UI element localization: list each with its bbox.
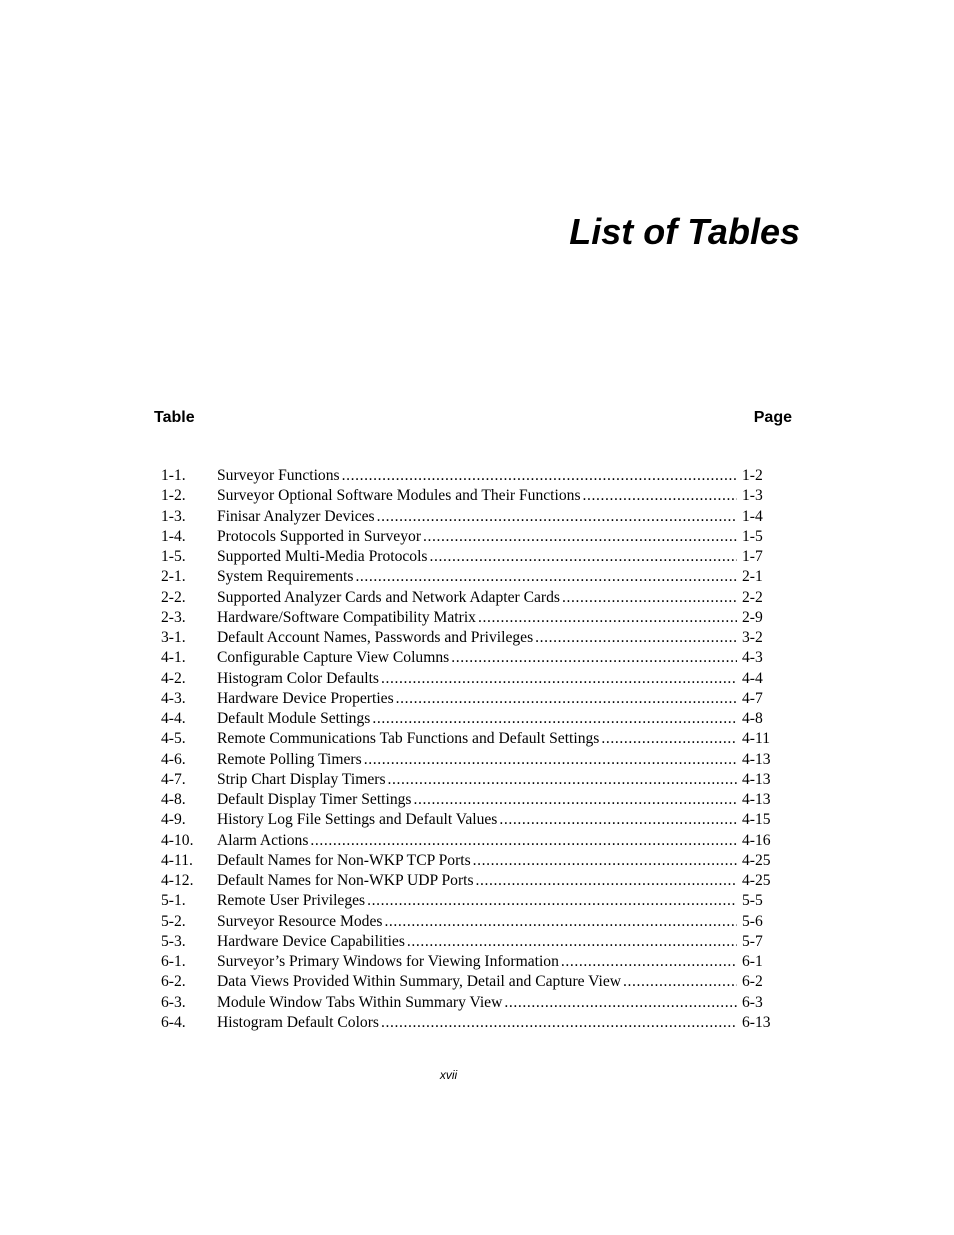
- table-title: Default Names for Non-WKP UDP Ports: [217, 872, 474, 889]
- table-number: 4-5.: [161, 730, 186, 748]
- table-title: Hardware/Software Compatibility Matrix: [217, 608, 476, 626]
- table-title: History Log File Settings and Default Values: [217, 811, 498, 829]
- table-entry: [217, 689, 737, 709]
- table-page-number: 4-25: [742, 851, 771, 869]
- list-item[interactable]: [161, 547, 777, 567]
- table-page-number: 4-8: [742, 710, 763, 727]
- dot-leader: [381, 669, 737, 689]
- dot-leader: [310, 831, 737, 851]
- table-number: 4-4.: [161, 710, 186, 727]
- dot-leader: [535, 628, 737, 648]
- list-item[interactable]: [161, 608, 777, 628]
- dot-leader: [504, 993, 737, 1013]
- table-title: Module Window Tabs Within Summary View: [217, 993, 503, 1011]
- dot-leader: [364, 750, 737, 770]
- table-number: 4-12.: [161, 872, 194, 889]
- table-entry: [217, 871, 737, 891]
- table-page-number: 4-13: [742, 791, 771, 808]
- list-item[interactable]: [161, 952, 777, 972]
- table-entry: [217, 750, 737, 770]
- dot-leader: [381, 1013, 737, 1033]
- table-page-number: 4-13: [742, 750, 771, 768]
- list-item[interactable]: [161, 993, 777, 1013]
- table-number: 4-1.: [161, 649, 186, 667]
- list-item[interactable]: [161, 851, 777, 871]
- table-title: Remote User Privileges: [217, 892, 366, 910]
- table-title: Default Account Names, Passwords and Privileges: [217, 629, 534, 646]
- dot-leader: [384, 912, 737, 932]
- table-number: 4-11.: [161, 851, 193, 869]
- list-item[interactable]: [161, 588, 777, 608]
- page-title: List of Tables: [569, 211, 800, 252]
- list-item[interactable]: [161, 750, 777, 770]
- list-item[interactable]: [161, 507, 777, 527]
- table-entry: [217, 648, 737, 668]
- table-entry: [217, 831, 737, 851]
- table-title: Protocols Supported in Surveyor: [217, 527, 422, 545]
- table-number: 6-1.: [161, 953, 186, 970]
- table-entry: [217, 628, 737, 648]
- table-entry: [217, 527, 737, 547]
- dot-leader: [499, 810, 737, 830]
- table-title: Default Names for Non-WKP TCP Ports: [217, 851, 471, 869]
- table-page-number: 6-13: [742, 1013, 771, 1031]
- table-entry: [217, 770, 737, 790]
- table-page-number: 4-25: [742, 872, 771, 889]
- table-entry: [217, 912, 737, 932]
- table-title: Remote Communications Tab Functions and Default Settings: [217, 730, 600, 748]
- page-column-header: Page: [753, 409, 792, 426]
- list-item[interactable]: [161, 871, 777, 891]
- table-entry: [217, 1013, 737, 1033]
- table-title: Supported Analyzer Cards and Network Adapter Cards: [217, 588, 560, 606]
- table-title: Strip Chart Display Timers: [217, 770, 386, 788]
- list-item[interactable]: [161, 669, 777, 689]
- table-number: 3-1.: [161, 629, 186, 646]
- table-page-number: 4-7: [742, 689, 763, 707]
- dot-leader: [478, 608, 737, 628]
- list-item[interactable]: [161, 466, 777, 486]
- table-page-number: 6-3: [742, 993, 763, 1011]
- table-of-contents-list: [161, 466, 777, 1033]
- table-title: Surveyor Resource Modes: [217, 912, 383, 930]
- table-number: 1-1.: [161, 467, 186, 484]
- table-entry: [217, 972, 737, 992]
- table-number: 6-2.: [161, 973, 186, 991]
- dot-leader: [423, 527, 737, 547]
- table-page-number: 5-7: [742, 932, 763, 950]
- table-number: 4-9.: [161, 811, 186, 829]
- table-entry: [217, 547, 737, 567]
- table-title: Remote Polling Timers: [217, 750, 362, 768]
- table-column-header: Table: [154, 409, 195, 426]
- list-item[interactable]: [161, 810, 777, 830]
- table-title: System Requirements: [217, 568, 354, 586]
- table-entry: [217, 993, 737, 1013]
- table-entry: [217, 709, 737, 729]
- dot-leader: [396, 689, 737, 709]
- list-item[interactable]: [161, 567, 777, 587]
- table-page-number: 4-13: [742, 770, 771, 788]
- table-number: 2-2.: [161, 588, 186, 606]
- list-item[interactable]: [161, 790, 777, 810]
- dot-leader: [601, 729, 737, 749]
- table-title: Default Display Timer Settings: [217, 791, 412, 808]
- table-entry: [217, 952, 737, 972]
- list-item[interactable]: [161, 709, 777, 729]
- table-entry: [217, 729, 737, 749]
- dot-leader: [367, 891, 737, 911]
- table-page-number: 5-5: [742, 892, 763, 910]
- table-entry: [217, 567, 737, 587]
- table-page-number: 1-7: [742, 548, 763, 565]
- table-page-number: 2-2: [742, 588, 763, 606]
- table-title: Finisar Analyzer Devices: [217, 507, 375, 525]
- dot-leader: [342, 466, 737, 486]
- dot-leader: [430, 547, 737, 567]
- table-entry: [217, 891, 737, 911]
- table-entry: [217, 608, 737, 628]
- dot-leader: [476, 871, 737, 891]
- table-title: Default Module Settings: [217, 710, 371, 727]
- table-title: Configurable Capture View Columns: [217, 649, 450, 667]
- table-entry: [217, 507, 737, 527]
- table-page-number: 2-1: [742, 568, 763, 586]
- table-title: Histogram Color Defaults: [217, 669, 379, 687]
- table-entry: [217, 486, 737, 506]
- table-title: Supported Multi-Media Protocols: [217, 548, 428, 565]
- table-number: 5-3.: [161, 932, 186, 950]
- table-entry: [217, 588, 737, 608]
- table-page-number: 1-2: [742, 467, 763, 484]
- list-item[interactable]: [161, 527, 777, 547]
- list-item[interactable]: [161, 912, 777, 932]
- page-number: xvii: [439, 1068, 458, 1082]
- list-item[interactable]: [161, 972, 777, 992]
- table-page-number: 2-9: [742, 608, 763, 626]
- table-title: Alarm Actions: [217, 831, 309, 849]
- table-number: 5-2.: [161, 912, 186, 930]
- table-title: Histogram Default Colors: [217, 1013, 379, 1031]
- dot-leader: [561, 952, 737, 972]
- table-title: Data Views Provided Within Summary, Detail and Capture View: [217, 973, 622, 991]
- table-entry: [217, 932, 737, 952]
- table-number: 2-3.: [161, 608, 186, 626]
- table-page-number: 4-15: [742, 811, 771, 829]
- list-item[interactable]: [161, 1013, 777, 1033]
- dot-leader: [388, 770, 737, 790]
- table-title: Hardware Device Capabilities: [217, 932, 405, 950]
- table-page-number: 1-5: [742, 527, 763, 545]
- table-page-number: 1-3: [742, 487, 763, 505]
- table-page-number: 1-4: [742, 507, 763, 525]
- table-entry: [217, 466, 737, 486]
- list-item[interactable]: [161, 770, 777, 790]
- table-title: Surveyor Functions: [217, 467, 340, 484]
- list-item[interactable]: [161, 891, 777, 911]
- table-number: 2-1.: [161, 568, 186, 586]
- table-page-number: 6-2: [742, 973, 763, 991]
- table-number: 1-2.: [161, 487, 186, 505]
- table-number: 1-5.: [161, 548, 186, 565]
- dot-leader: [451, 648, 737, 668]
- table-page-number: 3-2: [742, 629, 763, 646]
- table-page-number: 4-4: [742, 669, 763, 687]
- table-number: 4-3.: [161, 689, 186, 707]
- table-title: Surveyor Optional Software Modules and Their Functions: [217, 487, 581, 505]
- table-page-number: 4-3: [742, 649, 763, 667]
- dot-leader: [562, 588, 737, 608]
- table-number: 6-3.: [161, 993, 186, 1011]
- list-item[interactable]: [161, 689, 777, 709]
- table-number: 4-2.: [161, 669, 186, 687]
- table-page-number: 4-16: [742, 831, 771, 849]
- dot-leader: [407, 932, 737, 952]
- dot-leader: [473, 851, 737, 871]
- table-entry: [217, 810, 737, 830]
- table-number: 4-10.: [161, 831, 194, 849]
- list-item[interactable]: [161, 486, 777, 506]
- table-number: 4-6.: [161, 750, 186, 768]
- dot-leader: [623, 972, 737, 992]
- table-number: 6-4.: [161, 1013, 186, 1031]
- dot-leader: [372, 709, 737, 729]
- dot-leader: [414, 790, 738, 810]
- list-item[interactable]: [161, 628, 777, 648]
- list-item[interactable]: [161, 648, 777, 668]
- table-number: 4-7.: [161, 770, 186, 788]
- table-number: 1-4.: [161, 527, 186, 545]
- list-item[interactable]: [161, 932, 777, 952]
- dot-leader: [583, 486, 737, 506]
- table-title: Hardware Device Properties: [217, 689, 394, 707]
- table-title: Surveyor’s Primary Windows for Viewing Information: [217, 953, 559, 970]
- table-page-number: 6-1: [742, 953, 763, 970]
- list-item[interactable]: [161, 831, 777, 851]
- table-entry: [217, 851, 737, 871]
- dot-leader: [355, 567, 737, 587]
- table-entry: [217, 669, 737, 689]
- table-page-number: 4-11: [742, 730, 771, 748]
- table-page-number: 5-6: [742, 912, 763, 930]
- table-entry: [217, 790, 737, 810]
- list-item[interactable]: [161, 729, 777, 749]
- dot-leader: [377, 507, 737, 527]
- table-number: 1-3.: [161, 507, 186, 525]
- table-number: 4-8.: [161, 791, 186, 808]
- table-number: 5-1.: [161, 892, 186, 910]
